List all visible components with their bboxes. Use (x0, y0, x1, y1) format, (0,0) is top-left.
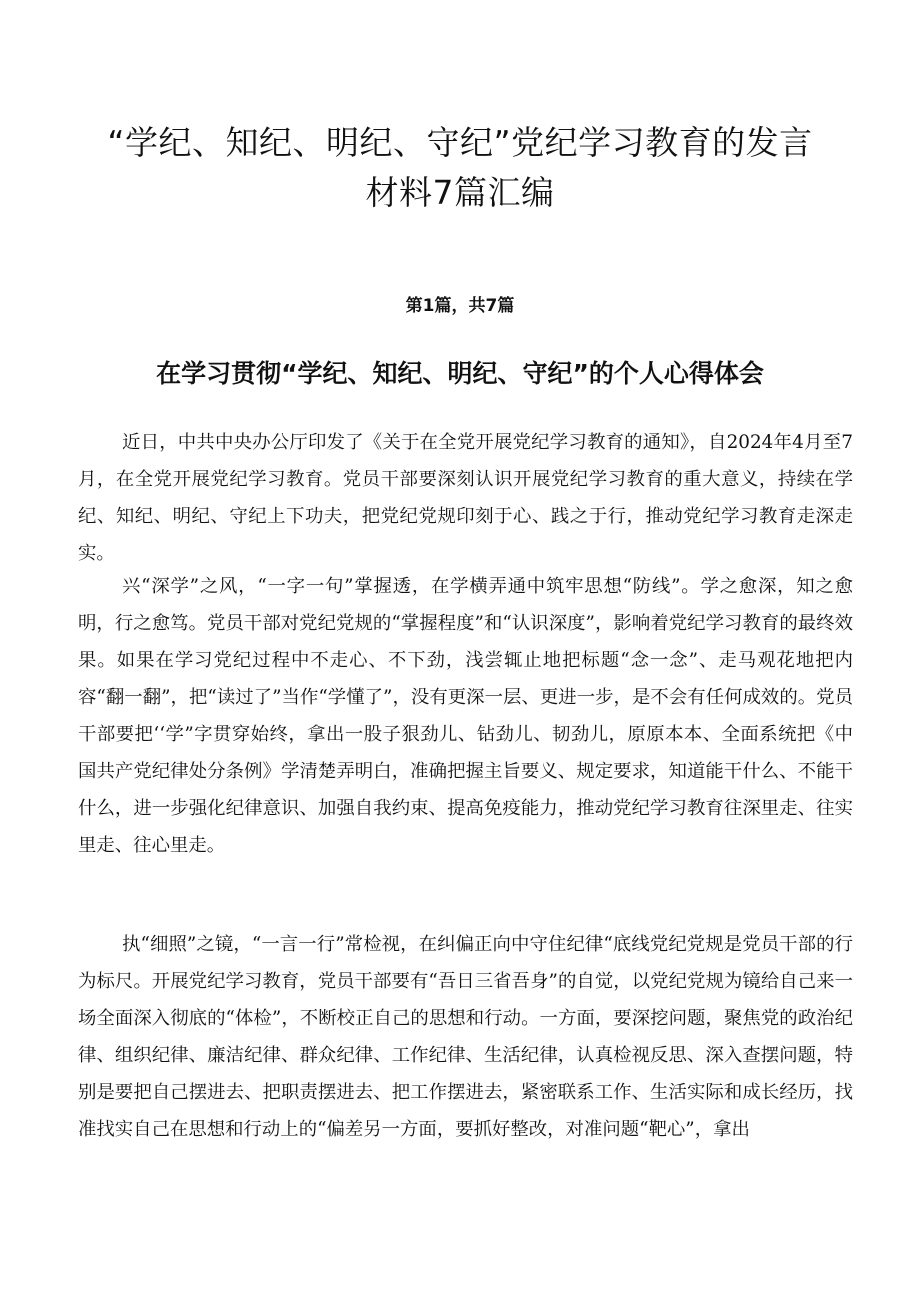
body-paragraph-3: 执“细照”之镜，“一言一行”常检视，在纠偏正向中守住纪律“底线党纪党规是党员干部的行为标尺。开展党纪学习教育，党员干部要有“吾日三省吾身”的自觉，以党纪党规为镜给自己来一场全面深入彻底的“体检”，不断校正自己的思想和行动。一方面，要深挖问题，聚焦党的政治纪律、组织纪律、廉洁纪律、群众纪律、工作纪律、生活纪律，认真检视反思、深入查摆问题，特别是要把自己摆进去、把职责摆进去、把工作摆进去，紧密联系工作、生活实际和成长经历，找准找实自己在思想和行动上的“偏差另一方面，要抓好整改，对准问题“靶心”，拿出 (78, 934, 853, 1140)
part-label: 第1篇，共7篇 (405, 296, 515, 316)
body-paragraph-1: 近日，中共中央办公厅印发了《关于在全党开展党纪学习教育的通知》，自2024年4月至7月，在全党开展党纪学习教育。党员干部要深刻认识开展党纪学习教育的重大意义，持续在学纪、知纪、明纪、守纪上下功夫，把党纪党规印刻于心、践之于行，推动党纪学习教育走深走实。 (78, 432, 853, 564)
article-heading: 在学习贯彻“学纪、知纪、明纪、守纪”的个人心得体会 (156, 359, 764, 388)
body-paragraph-2: 兴“深学”之风，“一字一句”掌握透，在学横弄通中筑牢思想“防线”。学之愈深，知之愈明，行之愈笃。党员干部对党纪党规的“掌握程度”和“认识深度”，影响着党纪学习教育的最终效果。如果在学习党纪过程中不走心、不下劲，浅尝辄止地把标题“念一念”、走马观花地把内容“翻一翻”，把“读过了”当作“学懂了”，没有更深一层、更进一步，是不会有任何成效的。党员干部要把‘‘学”字贯穿始终，拿出一股子狠劲儿、钻劲儿、韧劲儿，原原本本、全面系统把《中国共产党纪律处分条例》学清楚弄明白，准确把握主旨要义、规定要求，知道能干什么、不能干什么，进一步强化纪律意识、加强自我约束、提高免疫能力，推动党纪学习教育往深里走、往实里走、往心里走。 (78, 576, 853, 856)
document-title (60, 118, 860, 218)
document-title-line-1: “学纪、知纪、明纪、守纪”党纪学习教育的发言 (107, 123, 813, 162)
document-title-line-2: 材料7篇汇编 (365, 173, 555, 212)
